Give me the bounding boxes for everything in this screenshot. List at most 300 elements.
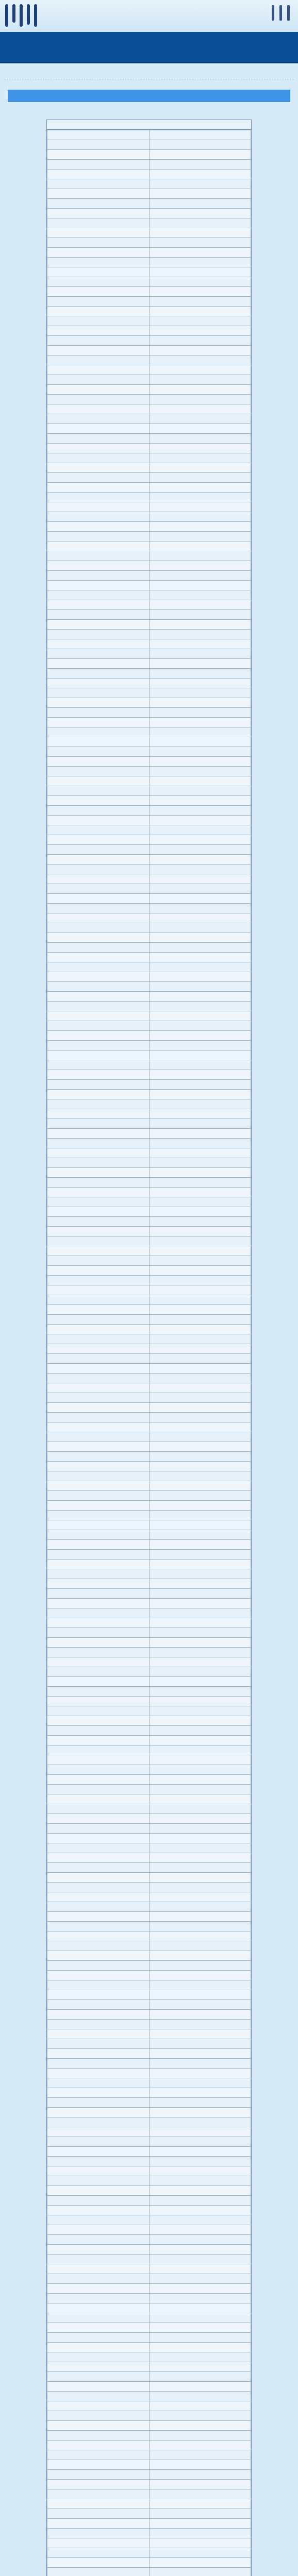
- count-cell: [149, 953, 251, 962]
- score-cell: [47, 1638, 150, 1648]
- count-cell: [149, 2147, 251, 2157]
- table-row: [47, 659, 251, 669]
- count-cell: [149, 424, 251, 434]
- count-cell: [149, 747, 251, 757]
- count-cell: [149, 708, 251, 718]
- table-row: [47, 1560, 251, 1569]
- count-cell: [149, 140, 251, 150]
- count-cell: [149, 150, 251, 160]
- table-row: [47, 1824, 251, 1834]
- count-cell: [149, 1667, 251, 1677]
- table-row: [47, 1315, 251, 1325]
- score-cell: [47, 786, 150, 796]
- count-cell: [149, 2284, 251, 2294]
- table-row: [47, 639, 251, 649]
- table-row: [47, 1305, 251, 1315]
- score-cell: [47, 620, 150, 630]
- table-row: [47, 1413, 251, 1422]
- count-cell: [149, 933, 251, 943]
- table-row: [47, 1090, 251, 1099]
- score-cell: [47, 2215, 150, 2225]
- score-cell: [47, 2078, 150, 2088]
- score-cell: [47, 1697, 150, 1706]
- count-cell: [149, 649, 251, 659]
- score-cell: [47, 1403, 150, 1413]
- table-row: [47, 2401, 251, 2411]
- count-cell: [149, 2480, 251, 2489]
- count-cell: [149, 923, 251, 933]
- score-cell: [47, 1031, 150, 1041]
- count-cell: [149, 943, 251, 953]
- count-cell: [149, 1520, 251, 1530]
- count-cell: [149, 982, 251, 992]
- table-row: [47, 2382, 251, 2392]
- count-cell: [149, 522, 251, 532]
- score-cell: [47, 1726, 150, 1736]
- score-cell: [47, 1491, 150, 1501]
- count-cell: [149, 620, 251, 630]
- count-cell: [149, 2421, 251, 2431]
- table-row: [47, 1657, 251, 1667]
- table-row: [47, 2186, 251, 2196]
- score-cell: [47, 2069, 150, 2078]
- score-cell: [47, 659, 150, 669]
- score-cell: [47, 522, 150, 532]
- count-cell: [149, 1305, 251, 1315]
- count-cell: [149, 179, 251, 189]
- score-cell: [47, 571, 150, 581]
- count-cell: [149, 375, 251, 385]
- count-cell: [149, 1716, 251, 1726]
- score-cell: [47, 1814, 150, 1824]
- count-cell: [149, 1168, 251, 1178]
- count-cell: [149, 463, 251, 473]
- score-cell: [47, 248, 150, 258]
- score-cell: [47, 1021, 150, 1031]
- table-row: [47, 1589, 251, 1599]
- count-cell: [149, 2460, 251, 2470]
- count-cell: [149, 845, 251, 855]
- count-cell: [149, 2568, 251, 2576]
- count-cell: [149, 1745, 251, 1755]
- score-cell: [47, 1442, 150, 1452]
- table-row: [47, 1276, 251, 1285]
- score-cell: [47, 1050, 150, 1060]
- table-row: [47, 267, 251, 277]
- table-row: [47, 1021, 251, 1031]
- breadcrumb[interactable]: [4, 69, 294, 79]
- count-cell: [149, 884, 251, 894]
- count-cell: [149, 2098, 251, 2108]
- table-row: [47, 1197, 251, 1207]
- count-cell: [149, 1579, 251, 1589]
- table-row: [47, 2421, 251, 2431]
- table-row: [47, 737, 251, 747]
- count-cell: [149, 1560, 251, 1569]
- table-row: [47, 1883, 251, 1892]
- count-cell: [149, 1961, 251, 1971]
- score-cell: [47, 581, 150, 590]
- table-row: [47, 2313, 251, 2323]
- count-cell: [149, 2196, 251, 2206]
- count-cell: [149, 894, 251, 904]
- table-row: [47, 551, 251, 561]
- site-header: [0, 0, 298, 32]
- table-row: [47, 493, 251, 502]
- count-cell: [149, 1706, 251, 1716]
- score-cell: [47, 140, 150, 150]
- score-cell: [47, 1853, 150, 1863]
- score-cell: [47, 1432, 150, 1442]
- table-row: [47, 1031, 251, 1041]
- count-cell: [149, 473, 251, 483]
- count-cell: [149, 2303, 251, 2313]
- table-row: [47, 1931, 251, 1941]
- count-cell: [149, 1011, 251, 1021]
- score-cell: [47, 2470, 150, 2480]
- table-row: [47, 2450, 251, 2460]
- score-cell: [47, 1560, 150, 1569]
- count-cell: [149, 1227, 251, 1236]
- count-cell: [149, 1765, 251, 1775]
- table-row: [47, 1834, 251, 1843]
- count-cell: [149, 2489, 251, 2499]
- table-row: [47, 2460, 251, 2470]
- count-cell: [149, 855, 251, 865]
- score-cell: [47, 865, 150, 874]
- score-cell: [47, 855, 150, 865]
- score-cell: [47, 1902, 150, 1912]
- score-cell: [47, 1080, 150, 1090]
- score-cell: [47, 1422, 150, 1432]
- count-cell: [149, 2000, 251, 2010]
- score-cell: [47, 1246, 150, 1256]
- count-cell: [149, 904, 251, 913]
- score-cell: [47, 2441, 150, 2450]
- count-cell: [149, 1060, 251, 1070]
- score-cell: [47, 933, 150, 943]
- count-cell: [149, 2538, 251, 2548]
- count-cell: [149, 404, 251, 414]
- score-cell: [47, 2362, 150, 2372]
- score-cell: [47, 1569, 150, 1579]
- score-cell: [47, 679, 150, 688]
- count-cell: [149, 1139, 251, 1148]
- table-row: [47, 228, 251, 238]
- count-cell: [149, 1863, 251, 1873]
- count-cell: [149, 1295, 251, 1305]
- count-cell: [149, 1178, 251, 1188]
- count-cell: [149, 835, 251, 845]
- table-row: [47, 522, 251, 532]
- score-cell: [47, 2157, 150, 2166]
- score-cell: [47, 2294, 150, 2303]
- score-cell: [47, 434, 150, 444]
- score-cell: [47, 1354, 150, 1364]
- count-cell: [149, 1971, 251, 1980]
- score-cell: [47, 1090, 150, 1099]
- score-cell: [47, 688, 150, 698]
- count-cell: [149, 1364, 251, 1374]
- score-cell: [47, 708, 150, 718]
- count-cell: [149, 1657, 251, 1667]
- table-row: [47, 365, 251, 375]
- table-row: [47, 2431, 251, 2441]
- count-cell: [149, 659, 251, 669]
- table-row: [47, 2010, 251, 2020]
- count-cell: [149, 1021, 251, 1031]
- count-cell: [149, 1785, 251, 1794]
- count-cell: [149, 248, 251, 258]
- table-row: [47, 1148, 251, 1158]
- count-cell: [149, 913, 251, 923]
- count-cell: [149, 737, 251, 747]
- count-cell: [149, 1422, 251, 1432]
- count-cell: [149, 1569, 251, 1579]
- table-row: [47, 767, 251, 776]
- table-row: [47, 1638, 251, 1648]
- score-cell: [47, 1530, 150, 1540]
- score-cell: [47, 767, 150, 776]
- nav-item-1[interactable]: [9, 39, 53, 55]
- count-cell: [149, 1511, 251, 1520]
- count-cell: [149, 1628, 251, 1638]
- table-row: [47, 502, 251, 512]
- count-cell: [149, 1374, 251, 1383]
- score-cell: [47, 2176, 150, 2186]
- count-cell: [149, 395, 251, 404]
- table-row: [47, 1814, 251, 1824]
- count-cell: [149, 2323, 251, 2333]
- table-row: [47, 1285, 251, 1295]
- table-caption: [47, 120, 251, 130]
- score-cell: [47, 336, 150, 346]
- score-cell: [47, 365, 150, 375]
- table-row: [47, 894, 251, 904]
- table-row: [47, 1765, 251, 1775]
- table-row: [47, 277, 251, 287]
- score-cell: [47, 1579, 150, 1589]
- score-cell: [47, 1501, 150, 1511]
- count-cell: [149, 2206, 251, 2215]
- table-row: [47, 473, 251, 483]
- table-row: [47, 1667, 251, 1677]
- count-cell: [149, 630, 251, 639]
- score-cell: [47, 287, 150, 297]
- score-cell: [47, 1236, 150, 1246]
- score-cell: [47, 1207, 150, 1217]
- table-row: [47, 1217, 251, 1227]
- table-row: [47, 708, 251, 718]
- score-cell: [47, 1148, 150, 1158]
- score-cell: [47, 1804, 150, 1814]
- count-cell: [149, 541, 251, 551]
- count-cell: [149, 1050, 251, 1060]
- table-row: [47, 1266, 251, 1276]
- table-row: [47, 1540, 251, 1550]
- count-cell: [149, 346, 251, 355]
- count-cell: [149, 600, 251, 610]
- score-cell: [47, 669, 150, 679]
- score-cell: [47, 1608, 150, 1618]
- score-cell: [47, 2519, 150, 2529]
- score-cell: [47, 1648, 150, 1657]
- score-cell: [47, 2186, 150, 2196]
- score-cell: [47, 1168, 150, 1178]
- table-row: [47, 2049, 251, 2059]
- count-cell: [149, 1951, 251, 1961]
- count-cell: [149, 1922, 251, 1931]
- table-row: [47, 170, 251, 179]
- count-cell: [149, 581, 251, 590]
- score-cell: [47, 1393, 150, 1403]
- count-cell: [149, 1285, 251, 1295]
- score-cell: [47, 2245, 150, 2255]
- count-cell: [149, 1403, 251, 1413]
- count-cell: [149, 2235, 251, 2245]
- score-cell: [47, 2137, 150, 2147]
- table-row: [47, 1002, 251, 1011]
- table-row: [47, 610, 251, 620]
- table-row: [47, 1383, 251, 1393]
- table-row: [47, 943, 251, 953]
- score-cell: [47, 2382, 150, 2392]
- table-row: [47, 2274, 251, 2284]
- score-cell: [47, 404, 150, 414]
- count-cell: [149, 267, 251, 277]
- count-cell: [149, 2245, 251, 2255]
- score-cell: [47, 2392, 150, 2401]
- score-cell: [47, 2264, 150, 2274]
- score-cell: [47, 2489, 150, 2499]
- count-cell: [149, 2186, 251, 2196]
- table-row: [47, 248, 251, 258]
- table-row: [47, 2069, 251, 2078]
- score-cell: [47, 414, 150, 424]
- score-cell: [47, 2098, 150, 2108]
- table-row: [47, 346, 251, 355]
- table-row: [47, 2215, 251, 2225]
- table-row: [47, 355, 251, 365]
- score-cell: [47, 2039, 150, 2049]
- score-cell: [47, 1941, 150, 1951]
- score-cell: [47, 1883, 150, 1892]
- score-cell: [47, 835, 150, 845]
- count-cell: [149, 1188, 251, 1197]
- count-cell: [149, 551, 251, 561]
- score-cell: [47, 894, 150, 904]
- count-cell: [149, 1697, 251, 1706]
- table-body: [47, 140, 251, 2576]
- table-row: [47, 1745, 251, 1755]
- table-row: [47, 953, 251, 962]
- count-cell: [149, 718, 251, 727]
- count-cell: [149, 2352, 251, 2362]
- table-row: [47, 913, 251, 923]
- table-row: [47, 1452, 251, 1462]
- nav-item-2[interactable]: [60, 39, 103, 55]
- table-row: [47, 2059, 251, 2069]
- table-row: [47, 1804, 251, 1814]
- table-row: [47, 2352, 251, 2362]
- table-row: [47, 1922, 251, 1931]
- table-row: [47, 2323, 251, 2333]
- table-row: [47, 189, 251, 199]
- score-cell: [47, 1785, 150, 1794]
- count-cell: [149, 972, 251, 982]
- count-cell: [149, 2176, 251, 2186]
- score-cell: [47, 2206, 150, 2215]
- count-cell: [149, 2470, 251, 2480]
- table-row: [47, 1050, 251, 1060]
- score-cell: [47, 796, 150, 806]
- table-row: [47, 1902, 251, 1912]
- score-cell: [47, 473, 150, 483]
- table-row: [47, 2480, 251, 2489]
- table-row: [47, 258, 251, 267]
- table-row: [47, 541, 251, 551]
- count-cell: [149, 1217, 251, 1227]
- table-row: [47, 1481, 251, 1491]
- table-row: [47, 2117, 251, 2127]
- table-row: [47, 1374, 251, 1383]
- score-cell: [47, 1550, 150, 1560]
- score-cell: [47, 923, 150, 933]
- score-cell: [47, 943, 150, 953]
- score-cell: [47, 757, 150, 767]
- score-cell: [47, 806, 150, 816]
- score-cell: [47, 727, 150, 737]
- count-cell: [149, 1608, 251, 1618]
- table-row: [47, 1530, 251, 1540]
- count-cell: [149, 2039, 251, 2049]
- table-row: [47, 1442, 251, 1452]
- score-cell: [47, 776, 150, 786]
- score-cell: [47, 2352, 150, 2362]
- table-row: [47, 2255, 251, 2264]
- score-cell: [47, 1109, 150, 1119]
- main-nav: [0, 32, 298, 63]
- count-cell: [149, 1755, 251, 1765]
- score-table: [47, 130, 251, 2576]
- count-cell: [149, 1471, 251, 1481]
- score-cell: [47, 444, 150, 453]
- table-row: [47, 1706, 251, 1716]
- score-cell: [47, 297, 150, 307]
- table-row: [47, 2548, 251, 2558]
- count-cell: [149, 2294, 251, 2303]
- table-row: [47, 1892, 251, 1902]
- score-cell: [47, 1892, 150, 1902]
- count-cell: [149, 189, 251, 199]
- score-cell: [47, 2059, 150, 2069]
- table-row: [47, 2362, 251, 2372]
- table-row: [47, 992, 251, 1002]
- table-row: [47, 1119, 251, 1129]
- table-row: [47, 1550, 251, 1560]
- table-row: [47, 1227, 251, 1236]
- count-cell: [149, 1452, 251, 1462]
- table-row: [47, 2284, 251, 2294]
- table-row: [47, 1697, 251, 1706]
- count-cell: [149, 1687, 251, 1697]
- table-row: [47, 2225, 251, 2235]
- table-row: [47, 1354, 251, 1364]
- score-cell: [47, 395, 150, 404]
- table-row: [47, 179, 251, 189]
- table-row: [47, 1520, 251, 1530]
- score-cell: [47, 2343, 150, 2352]
